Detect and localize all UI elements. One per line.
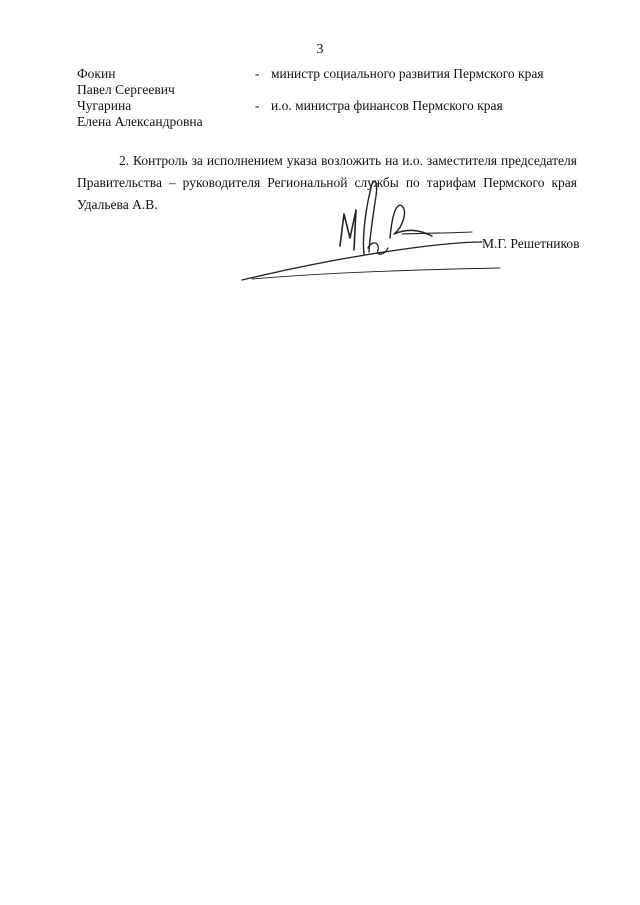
- handwritten-signature: [232, 176, 502, 284]
- paragraph-control-clause: 2. Контроль за исполнением указа возложить на и.о. заместителя председателя Правительства – руководителя Региональной службы по тарифам Пермского края Удальева А.В.: [77, 152, 577, 212]
- member-given-names: Павел Сергеевич: [77, 82, 175, 97]
- member-role: и.о. министра финансов Пермского края: [271, 98, 503, 113]
- role-dash: -: [255, 98, 260, 113]
- member-row-chugarina: [77, 98, 503, 130]
- member-given-names: Елена Александровна: [77, 114, 203, 129]
- member-surname: Фокин: [77, 66, 116, 81]
- member-role-line: [255, 98, 503, 114]
- member-role: министр социального развития Пермского края: [271, 66, 544, 81]
- role-dash: -: [255, 66, 260, 81]
- member-surname: Чугарина: [77, 98, 132, 113]
- member-row-fokin: [77, 66, 544, 98]
- signer-name: М.Г. Решетников: [482, 236, 580, 251]
- page-number: 3: [316, 42, 324, 57]
- member-role-line: [255, 66, 544, 82]
